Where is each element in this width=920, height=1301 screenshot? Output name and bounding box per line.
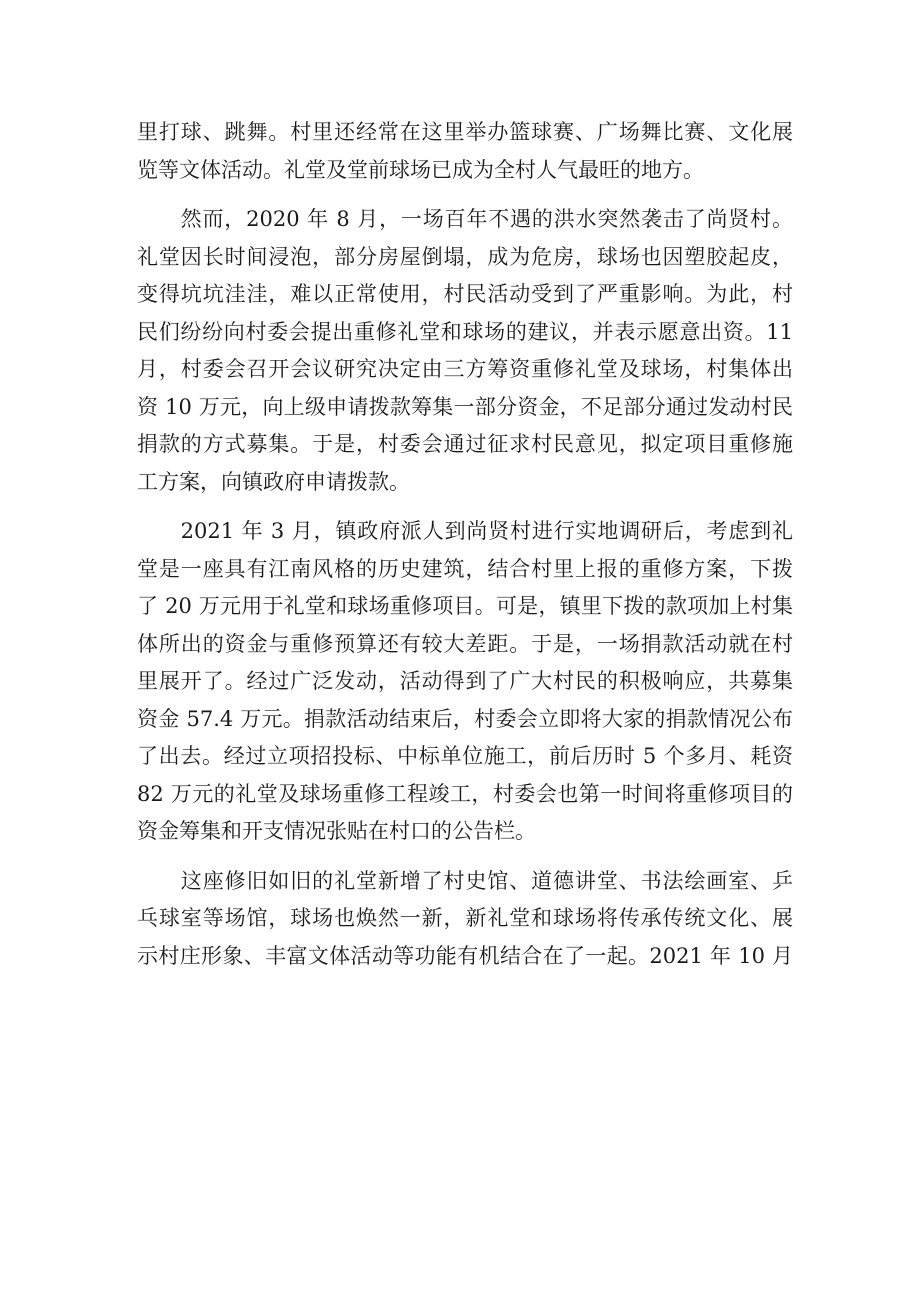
text-line: 了出去。经过立项招投标、中标单位施工，前后历时 5 个多月、耗资	[137, 744, 793, 768]
text-line: 体所出的资金与重修预算还有较大差距。于是，一场捐款活动就在村	[137, 631, 793, 656]
text-line: 览等文体活动。礼堂及堂前球场已成为全村人气最旺的地方。	[137, 157, 704, 182]
text-line: 民们纷纷向村委会提出重修礼堂和球场的建议，并表示愿意出资。11	[137, 319, 793, 344]
text-line: 了 20 万元用于礼堂和球场重修项目。可是，镇里下拨的款项加上村集	[137, 594, 793, 618]
text-line: 月，村委会召开会议研究决定由三方筹资重修礼堂及球场，村集体出	[137, 357, 793, 381]
text-line: 82 万元的礼堂及球场重修工程竣工，村委会也第一时间将重修项目的	[137, 781, 793, 806]
text-line: 变得坑坑洼洼，难以正常使用，村民活动受到了严重影响。为此，村	[137, 282, 793, 306]
text-line: 资金 57.4 万元。捐款活动结束后，村委会立即将大家的捐款情况公布	[137, 706, 793, 731]
text-line: 工方案，向镇政府申请拨款。	[137, 469, 410, 494]
text-line: 礼堂因长时间浸泡，部分房屋倒塌，成为危房，球场也因塑胶起皮，	[137, 244, 793, 269]
text-line: 2021 年 3 月，镇政府派人到尚贤村进行实地调研后，考虑到礼	[137, 519, 793, 543]
text-line: 乓球室等场馆，球场也焕然一新，新礼堂和球场将传承传统文化、展	[137, 906, 793, 930]
text-line: 里展开了。经过广泛发动，活动得到了广大村民的积极响应，共募集	[137, 669, 793, 693]
article-body	[137, 114, 793, 975]
paragraph-4	[137, 863, 793, 976]
text-line: 资金筹集和开支情况张贴在村口的公告栏。	[137, 819, 536, 843]
text-line: 里打球、跳舞。村里还经常在这里举办篮球赛、广场舞比赛、文化展	[137, 120, 793, 144]
paragraph-2	[137, 201, 793, 501]
text-line: 堂是一座具有江南风格的历史建筑，结合村里上报的重修方案，下拨	[137, 556, 793, 581]
text-line: 捐款的方式募集。于是，村委会通过征求村民意见，拟定项目重修施	[137, 432, 793, 456]
paragraph-1	[137, 114, 793, 189]
text-line: 资 10 万元，向上级申请拨款筹集一部分资金，不足部分通过发动村民	[137, 394, 793, 419]
text-line: 这座修旧如旧的礼堂新增了村史馆、道德讲堂、书法绘画室、乒	[137, 868, 793, 893]
text-line: 然而，2020 年 8 月，一场百年不遇的洪水突然袭击了尚贤村。	[137, 207, 793, 231]
text-line: 示村庄形象、丰富文体活动等功能有机结合在了一起。2021 年 10 月	[137, 943, 793, 968]
paragraph-3	[137, 513, 793, 851]
